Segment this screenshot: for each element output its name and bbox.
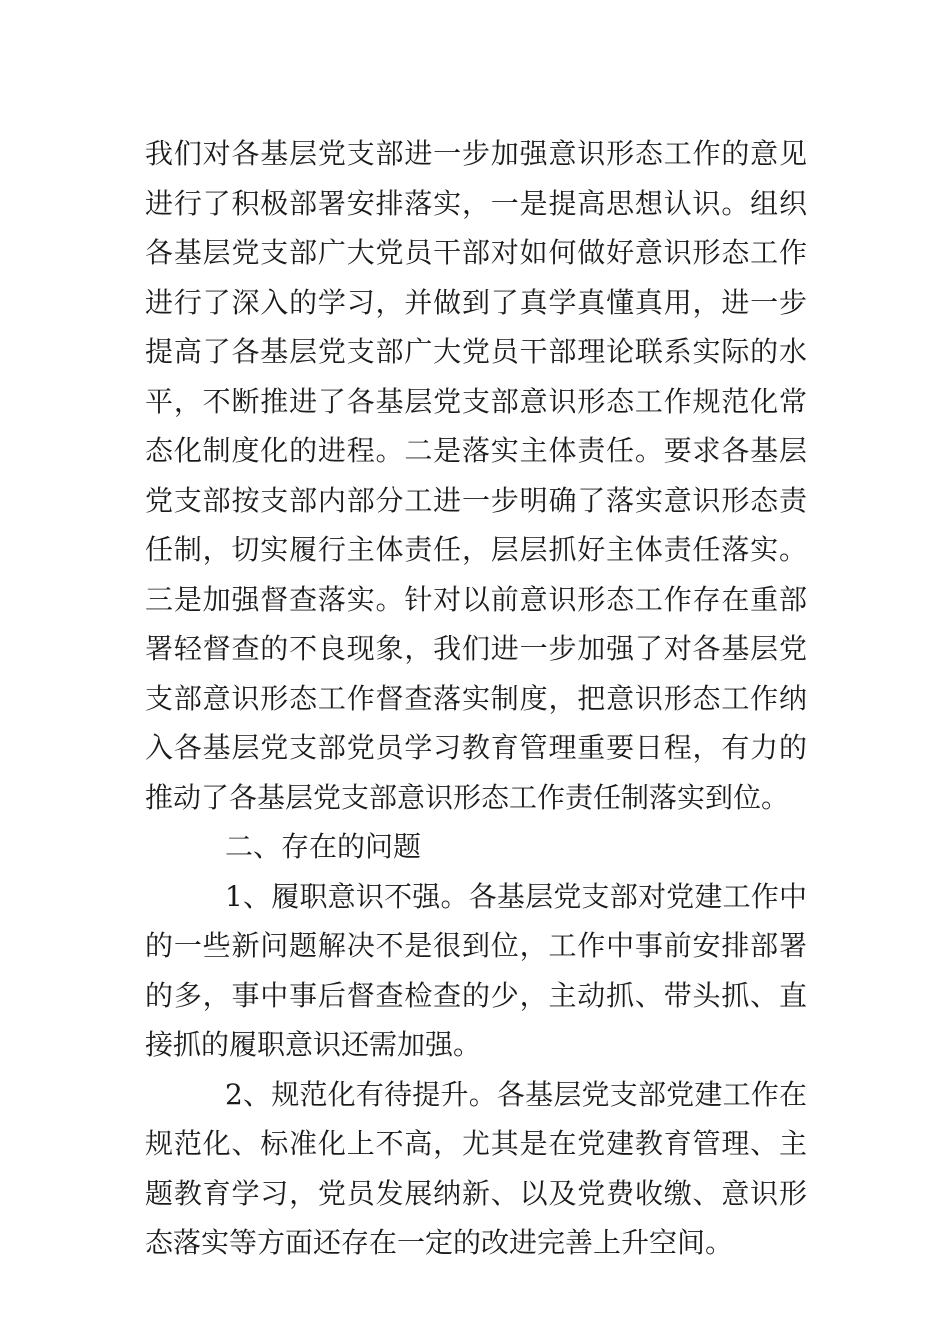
intro-paragraph: 我们对各基层党支部进一步加强意识形态工作的意见进行了积极部署安排落实，一是提高思想认识。组织各基层党支部广大党员干部对如何做好意识形态工作进行了深入的学习，并做到了真学真懂真用，进一步提高了各基层党支部广大党员干部理论联系实际的水平，不断推进了各基层党支部意识形态工作规范化常态化制度化的进程。二是落实主体责任。要求各基层党支部按支部内部分工进一步明确了落实意识形态责任制，切实履行主体责任，层层抓好主体责任落实。三是加强督查落实。针对以前意识形态工作存在重部署轻督查的不良现象，我们进一步加强了对各基层党支部意识形态工作督查落实制度，把意识形态工作纳入各基层党支部党员学习教育管理重要日程，有力的推动了各基层党支部意识形态工作责任制落实到位。 xyxy=(145,137,807,814)
issue-2-paragraph: 2、规范化有待提升。各基层党支部党建工作在规范化、标准化上不高，尤其是在党建教育管理、主题教育学习，党员发展纳新、以及党费收缴、意识形态落实等方面还存在一定的改进完善上升空间。 xyxy=(145,1077,807,1259)
issue-1-paragraph: 1、履职意识不强。各基层党支部对党建工作中的一些新问题解决不是很到位，工作中事前安排部署的多，事中事后督查检查的少，主动抓、带头抓、直接抓的履职意识还需加强。 xyxy=(145,879,807,1061)
document-body xyxy=(145,129,807,1268)
section-heading: 二、存在的问题 xyxy=(225,830,422,863)
